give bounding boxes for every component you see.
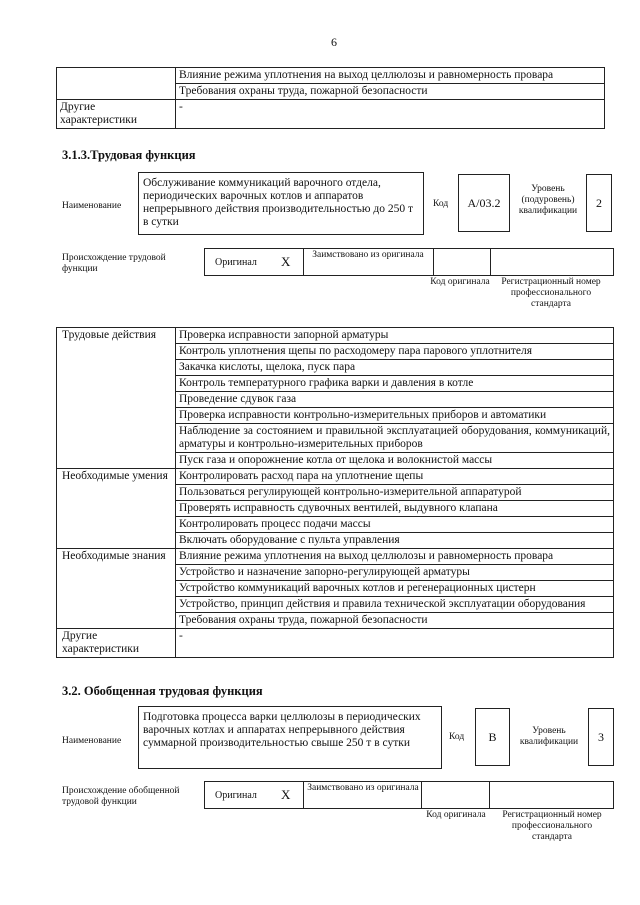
table-row [57,549,614,565]
origin-table [204,781,614,809]
cell-divider [433,249,434,275]
row-label [57,68,176,100]
row-item: Контроль температурного графика варки и давления в котле [176,376,614,392]
table-row [57,469,614,485]
row-item: - [176,629,614,658]
cell-divider [303,249,304,275]
section-heading: 3.1.3.Трудовая функция [62,148,196,162]
name-label: Наименование [62,201,122,211]
row-item: Проверка исправности запорной арматуры [176,328,614,344]
row-item: Проверять исправность сдувочных вентилей, выдувного клапана [176,501,614,517]
cell-divider [490,249,491,275]
code-value: А/03.2 [467,196,501,210]
code-value-box [458,174,510,232]
level-value-box [586,174,612,232]
cell-divider [303,782,304,808]
row-label: Другие характеристики [57,100,176,129]
table-row [57,68,605,84]
row-item: Требования охраны труда, пожарной безопасности [176,84,605,100]
row-item: Пуск газа и опорожнение котла от щелока и волокнистой массы [176,453,614,469]
row-item: Требования охраны труда, пожарной безопасности [176,613,614,629]
code-original-label: Код оригинала [426,810,486,820]
row-item: Устройство, принцип действия и правила технической эксплуатации оборудования [176,597,614,613]
borrowed-label: Заимствовано из оригинала [307,783,419,793]
origin-label: Происхождение обобщенной трудовой функции [62,786,180,807]
level-label: Уровень (подуровень) квалификации [518,184,578,216]
origin-label: Происхождение трудовой функции [62,253,166,274]
row-item: Контролировать процесс подачи массы [176,517,614,533]
name-value-box [138,172,424,235]
row-item: Пользоваться регулирующей контрольно-измерительной аппаратурой [176,485,614,501]
row-label: Необходимые знания [57,549,176,629]
reg-number-label: Регистрационный номер профессионального стандарта [502,810,602,842]
level-value: 3 [598,730,604,744]
page-number: 6 [331,35,337,49]
row-item: Наблюдение за состоянием и правильной эксплуатацией оборудования, коммуникаций, арматуры и контрольно-измерительных приборов [176,424,614,453]
name-label: Наименование [62,736,122,746]
row-item: Проведение сдувок газа [176,392,614,408]
name-value-box [138,706,442,769]
row-item: Устройство и назначение запорно-регулирующей арматуры [176,565,614,581]
code-value: В [488,730,497,744]
original-mark: X [281,787,291,802]
level-label: Уровень квалификации [519,726,579,747]
original-mark: X [281,254,291,269]
main-table [56,327,614,658]
origin-table [204,248,614,276]
row-item: - [176,100,605,129]
row-item: Контролировать расход пара на уплотнение щепы [176,469,614,485]
code-label: Код [449,732,465,742]
section-heading: 3.2. Обобщенная трудовая функция [62,684,263,698]
name-value: Обслуживание коммуникаций варочного отдела, периодических варочных котлов и аппаратов непрерывного действия производительностью до 250 т в сутки [143,177,414,228]
row-item: Устройство коммуникаций варочных котлов и регенерационных цистерн [176,581,614,597]
row-item: Влияние режима уплотнения на выход целлюлозы и равномерность провара [176,68,605,84]
level-value: 2 [596,196,602,210]
code-value-box [475,708,510,766]
row-item: Включать оборудование с пульта управления [176,533,614,549]
level-value-box [588,708,614,766]
row-label: Необходимые умения [57,469,176,549]
reg-number-label: Регистрационный номер профессионального стандарта [501,277,601,309]
original-label: Оригинал [215,790,257,801]
name-value: Подготовка процесса варки целлюлозы в периодических варочных котлах и аппаратах непрерывного действия суммарной производительностью свыше 250 т в сутки [143,711,421,749]
row-item: Влияние режима уплотнения на выход целлюлозы и равномерность провара [176,549,614,565]
row-item: Закачка кислоты, щелока, пуск пара [176,360,614,376]
borrowed-label: Заимствовано из оригинала [312,250,424,260]
table-row [57,100,605,129]
cell-divider [421,782,422,808]
cell-divider [489,782,490,808]
code-label: Код [433,199,449,209]
top-table [56,67,605,129]
table-row [57,328,614,344]
row-item: Контроль уплотнения щепы по расходомеру пара парового уплотнителя [176,344,614,360]
original-label: Оригинал [215,257,257,268]
row-label: Трудовые действия [57,328,176,469]
row-item: Проверка исправности контрольно-измерительных приборов и автоматики [176,408,614,424]
row-label: Другие характеристики [57,629,176,658]
code-original-label: Код оригинала [430,277,490,287]
table-row [57,629,614,658]
